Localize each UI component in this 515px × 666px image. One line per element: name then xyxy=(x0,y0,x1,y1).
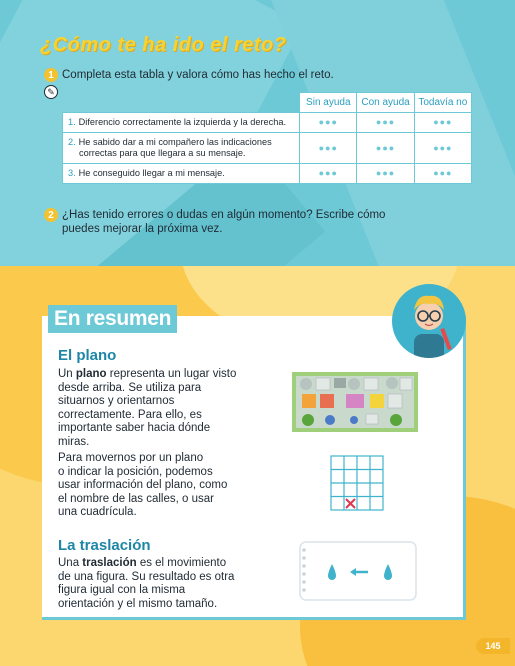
rating-dots[interactable]: ●●● xyxy=(414,133,471,164)
row-criterion: 3. He conseguido llegar a mi mensaje. xyxy=(63,164,300,184)
rating-dots[interactable]: ●●● xyxy=(357,133,414,164)
self-evaluation-table xyxy=(62,92,472,184)
header-con-ayuda: Con ayuda xyxy=(357,93,414,113)
rating-dots[interactable]: ●●● xyxy=(414,113,471,133)
table-row xyxy=(63,133,472,164)
row-criterion: 1. Diferencio correctamente la izquierda y la derecha. xyxy=(63,113,300,133)
question-number-1: 1 xyxy=(44,68,58,82)
plano-title: El plano xyxy=(58,347,117,364)
page-number: 145 xyxy=(476,638,510,654)
reto-title: ¿Cómo te ha ido el reto? xyxy=(40,34,287,56)
table-row xyxy=(63,164,472,184)
rating-dots[interactable]: ●●● xyxy=(414,164,471,184)
table-row xyxy=(63,113,472,133)
header-sin-ayuda: Sin ayuda xyxy=(300,93,357,113)
plano-paragraph-1: Un plano representa un lugar visto desde arriba. Se utiliza para situarnos y orientarnos correctamente. Para ello, es importante saber hacia dónde miras. xyxy=(58,368,237,448)
city-map-illustration xyxy=(292,372,418,432)
question-1-text: Completa esta tabla y valora cómo has hecho el reto. xyxy=(62,69,334,81)
plano-paragraph-2: Para movernos por un plano o indicar la posición, podemos usar información del plano, como el nombre de las calles, o usar una cuadrícula. xyxy=(58,452,228,518)
row-criterion: 2. He sabido dar a mi compañero las indicaciones correctas para que llegara a su mensaje. xyxy=(63,133,300,164)
character-avatar xyxy=(392,284,466,358)
grid-illustration xyxy=(330,455,384,511)
rating-dots[interactable]: ●●● xyxy=(357,164,414,184)
question-2-text: ¿Has tenido errores o dudas en algún momento? Escribe cómo puedes mejorar la próxima vez. xyxy=(62,209,386,235)
resumen-title: En resumen xyxy=(48,305,177,333)
rating-dots[interactable]: ●●● xyxy=(300,113,357,133)
rating-dots[interactable]: ●●● xyxy=(300,133,357,164)
rating-dots[interactable]: ●●● xyxy=(300,164,357,184)
collaborative-activity-icon: ✎ xyxy=(44,85,58,99)
translation-notebook-illustration xyxy=(298,540,418,602)
header-todavia-no: Todavía no xyxy=(414,93,471,113)
question-number-2: 2 xyxy=(44,208,58,222)
rating-dots[interactable]: ●●● xyxy=(357,113,414,133)
traslacion-paragraph: Una traslación es el movimiento de una figura. Su resultado es otra figura igual con la misma orientación y el mismo tamaño. xyxy=(58,557,235,610)
traslacion-title: La traslación xyxy=(58,537,151,554)
table-corner xyxy=(63,93,300,113)
